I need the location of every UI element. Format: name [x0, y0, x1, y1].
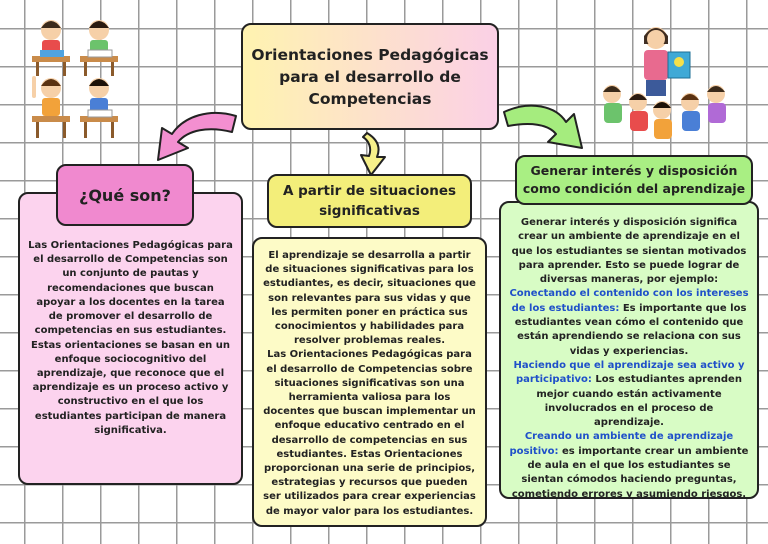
main-title-box	[241, 23, 499, 130]
que-son-body-text: Las Orientaciones Pedagógicas para el desarrollo de Competencias son un conjunto de pautas y recomendaciones que buscan apoyar a los docentes en la tarea de promover el desarrollo de competencias en sus estudiantes. Estas orientaciones se basan en un enfoque sociocognitivo del aprendizaje, que reconoce que el aprendizaje es un proceso activo y constructivo en el que los estudiantes participan de manera significativa.	[28, 240, 233, 436]
curved-arrow-left	[140, 102, 240, 164]
curved-arrow-down	[357, 131, 391, 177]
que-son-body-box	[18, 192, 243, 485]
interes-item-2	[509, 359, 749, 430]
situaciones-body-box	[252, 237, 487, 527]
interes-item-3-text: es importante crear un ambiente de aula en el que los estudiantes se sientan cómodos haciendo preguntas, cometiendo errores y asumiendo riesgos.	[511, 445, 749, 500]
interes-heading-box	[515, 155, 753, 205]
main-title: Orientaciones Pedagógicas para el desarrollo de Competencias	[251, 45, 489, 108]
interes-item-3	[509, 430, 749, 501]
interes-item-1-title: Conectando el contenido con los intereses de los estudiantes:	[509, 288, 749, 314]
que-son-heading-box	[56, 164, 194, 226]
que-son-heading: ¿Qué son?	[79, 185, 171, 205]
interes-intro: Generar interés y disposición significa crear un ambiente de aprendizaje en el que los estudiantes se sientan motivados para aprender. Esto se puede lograr de diversas maneras, por ejemplo:	[511, 217, 747, 286]
curved-arrow-right	[500, 92, 592, 154]
interes-item-1-text: Es importante que los estudiantes vean cómo el contenido que están aprendiendo se relaciona con sus vidas y experiencias.	[514, 302, 747, 357]
teacher-reading-to-children-illustration	[598, 22, 730, 140]
interes-item-1	[509, 287, 749, 358]
interes-heading: Generar interés y disposición como condición del aprendizaje	[522, 163, 746, 196]
situaciones-heading: A partir de situaciones significativas	[282, 183, 457, 219]
situaciones-paragraph-1: El aprendizaje se desarrolla a partir de situaciones significativas para los estudiantes, es decir, situaciones que son relevantes para sus vidas y que les permiten poner en práctica sus conocimientos y habilidades para resolver problemas reales.	[263, 250, 476, 347]
situaciones-heading-box	[267, 174, 472, 228]
students-at-desks-illustration	[28, 12, 124, 140]
situaciones-paragraph-2: Las Orientaciones Pedagógicas para el desarrollo de Competencias sobre situaciones significativas son una herramienta valiosa para los docentes que buscan implementar un enfoque educativo centrado en el desarrollo de competencias en sus estudiantes. Estas Orientaciones proporcionan una serie de principios, estrategias y recursos que pueden ser utilizados para crear experiencias de mayor valor para los estudiantes.	[263, 349, 476, 517]
interes-item-2-text: Los estudiantes aprenden mejor cuando están activamente involucrados en el proceso de aprendizaje.	[536, 374, 742, 429]
interes-body-box	[499, 201, 759, 499]
interes-item-3-title: Creando un ambiente de aprendizaje positivo:	[509, 431, 734, 457]
interes-item-2-title: Haciendo que el aprendizaje sea activo y participativo:	[513, 359, 745, 386]
